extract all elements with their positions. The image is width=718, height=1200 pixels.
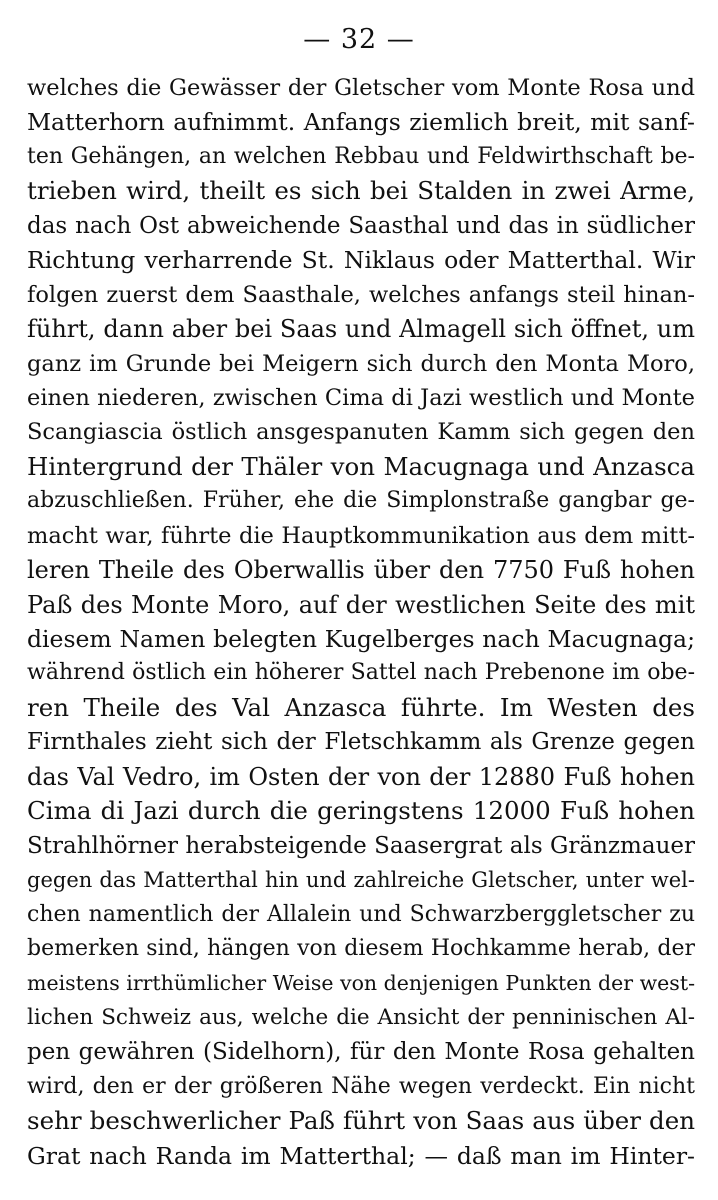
text-line-28: lichen Schweiz aus, welche die Ansicht der penninischen Al-	[27, 1004, 695, 1030]
body-text	[27, 71, 695, 1173]
text-line-17: diesem Namen belegten Kugelberges nach Macugnaga;	[27, 625, 695, 653]
text-line-1: welches die Gewässer der Gletscher vom Monte Rosa und	[27, 75, 695, 101]
text-line-6: Richtung verharrende St. Niklaus oder Matterthal. Wir	[27, 246, 695, 275]
text-line-4: trieben wird, theilt es sich bei Stalden in zwei Arme,	[27, 176, 695, 206]
text-line-21: das Val Vedro, im Osten der von der 12880 Fuß hohen	[27, 762, 695, 791]
text-line-32: Grat nach Randa im Matterthal; — daß man im Hinter-	[27, 1141, 695, 1170]
text-line-9: ganz im Grunde bei Meigern sich durch den Monta Moro,	[27, 350, 695, 377]
text-line-2: Matterhorn aufnimmt. Anfangs ziemlich breit, mit sanf-	[27, 108, 695, 137]
text-line-30: wird, den er der größeren Nähe wegen verdeckt. Ein nicht	[27, 1073, 695, 1099]
page-number: — 32 —	[303, 24, 415, 55]
text-line-13: abzuschließen. Früher, ehe die Simplonstraße gangbar ge-	[27, 488, 695, 514]
text-line-8: führt, dann aber bei Saas und Almagell sich öffnet, um	[27, 315, 695, 344]
text-line-31: sehr beschwerlicher Paß führt von Saas aus über den	[27, 1106, 695, 1136]
text-line-12: Hintergrund der Thäler von Macugnaga und Anzasca	[27, 451, 695, 481]
text-line-20: Firnthales zieht sich der Fletschkamm als Grenze gegen	[27, 729, 695, 756]
text-line-22: Cima di Jazi durch die geringstens 12000 Fuß hohen	[27, 796, 695, 826]
text-line-11: Scangiascia östlich ansgespanuten Kamm sich gegen den	[27, 419, 695, 446]
text-line-5: das nach Ost abweichende Saasthal und das in südlicher	[27, 212, 695, 239]
text-line-24: gegen das Matterthal hin und zahlreiche Gletscher, unter wel-	[27, 868, 695, 893]
text-line-3: ten Gehängen, an welchen Rebbau und Feldwirthschaft be-	[27, 143, 695, 169]
text-line-16: Paß des Monte Moro, auf der westlichen Seite des mit	[27, 590, 695, 619]
text-line-29: pen gewähren (Sidelhorn), für den Monte Rosa gehalten	[27, 1039, 695, 1066]
text-line-27: meistens irrthümlicher Weise von denjenigen Punkten der west-	[27, 971, 695, 996]
text-line-19: ren Theile des Val Anzasca führte. Im Westen des	[27, 692, 695, 722]
text-line-7: folgen zuerst dem Saasthale, welches anfangs steil hinan-	[27, 281, 695, 308]
text-line-26: bemerken sind, hängen von diesem Hochkamme herab, der	[27, 935, 695, 961]
text-line-10: einen niederen, zwischen Cima di Jazi westlich und Monte	[27, 384, 695, 411]
text-line-14: macht war, führte die Hauptkommunikation aus dem mitt-	[27, 522, 695, 549]
text-line-23: Strahlhörner herabsteigende Saasergrat als Gränzmauer	[27, 832, 695, 859]
text-line-25: chen namentlich der Allalein und Schwarzberggletscher zu	[27, 901, 695, 927]
text-line-15: leren Theile des Oberwallis über den 7750 Fuß hohen	[27, 556, 695, 585]
text-line-18: während östlich ein höherer Sattel nach Prebenone im obe-	[27, 660, 695, 686]
